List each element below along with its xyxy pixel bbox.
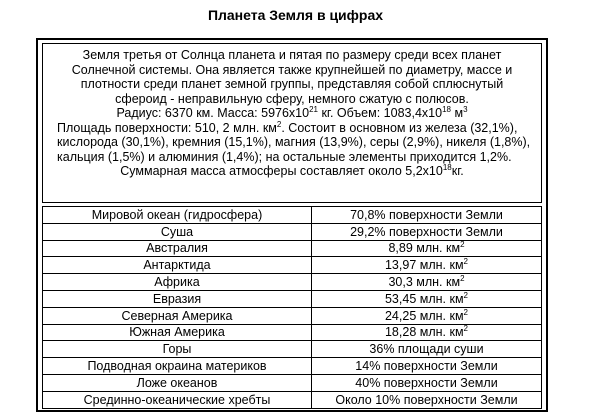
page-title: Планета Земля в цифрах xyxy=(207,7,384,23)
row-name: Австралия xyxy=(43,240,312,257)
row-name: Подводная окраина материков xyxy=(43,358,312,375)
row-value: 30,3 млн. $км^2$ xyxy=(312,274,542,291)
area-text: Площадь поверхности: 510, 2 млн. км xyxy=(57,120,277,135)
table-row xyxy=(43,307,542,324)
table-row xyxy=(43,274,542,291)
table-row xyxy=(43,391,542,408)
row-name: Ложе океанов xyxy=(43,374,312,391)
row-value: 36% площади суши xyxy=(312,341,542,358)
table-row xyxy=(43,240,542,257)
row-name: Горы xyxy=(43,341,312,358)
volume-exponent: 18 xyxy=(442,104,451,114)
table-row xyxy=(43,207,542,224)
row-value: 14% поверхности Земли xyxy=(312,358,542,375)
row-name: Срединно-океанические хребты xyxy=(43,391,312,408)
row-name: Африка xyxy=(43,274,312,291)
row-value: 8,89 млн. $км^2$ xyxy=(312,240,542,257)
row-value: Около 10% поверхности Земли xyxy=(312,391,542,408)
table-row xyxy=(43,374,542,391)
intro-text-box xyxy=(42,43,542,203)
composition-line: кальция (1,5%) и алюминия (1,4%); на остальные элементы приходится 1,2%. xyxy=(57,149,512,164)
area-exponent: 2 xyxy=(276,119,282,129)
intro-line: плотности среди планет земной группы, представляя собой сплюснутый xyxy=(80,77,504,91)
intro-line: Солнечной системы. Она является также крупнейшей по диаметру, массе и xyxy=(71,62,513,77)
row-value: 18,28 млн. $км^2$ xyxy=(312,324,542,341)
row-name: Северная Америка xyxy=(43,307,312,324)
intro-line: Земля третья от Солнца планета и пятая по размеру среди всех планет xyxy=(82,48,502,62)
area-line xyxy=(57,121,527,136)
row-value: 24,25 млн. $км^2$ xyxy=(312,307,542,324)
facts-table xyxy=(42,206,542,409)
radius-mass-text: Радиус: 6370 км. Масса: 5976x10 xyxy=(116,106,310,120)
atmosphere-unit: кг. xyxy=(451,164,464,178)
table-row xyxy=(43,324,542,341)
row-value: 29,2% поверхности Земли xyxy=(312,223,542,240)
row-name: Суша xyxy=(43,223,312,240)
params-line xyxy=(57,106,527,121)
row-name: Южная Америка xyxy=(43,324,312,341)
row-name: Антарктида xyxy=(43,257,312,274)
volume-text: кг. Объем: 1083,4x10 xyxy=(317,106,443,120)
row-value: 40% поверхности Земли xyxy=(312,374,542,391)
composition-start-text: . Состоит в основном из железа (32,1%), xyxy=(281,120,518,135)
volume-unit-exponent: 3 xyxy=(463,104,468,114)
atmosphere-line xyxy=(57,164,527,179)
row-name: Мировой океан (гидросфера) xyxy=(43,207,312,224)
row-value: 70,8% поверхности Земли xyxy=(312,207,542,224)
table-row xyxy=(43,257,542,274)
table-row xyxy=(43,290,542,307)
row-value: 13,97 млн. $км^2$ xyxy=(312,257,542,274)
table-row xyxy=(43,223,542,240)
composition-line: кислорода (30,1%), кремния (15,1%), магния (13,9%), серы (2,9%), никеля (1,8%), xyxy=(57,135,531,149)
atmosphere-text: Суммарная масса атмосферы составляет около 5,2x10 xyxy=(120,164,443,178)
intro-line: сфероид - неправильную сферу, немного сжатую с полюсов. xyxy=(115,91,469,106)
table-row xyxy=(43,358,542,375)
atmosphere-exponent: 18 xyxy=(442,162,452,172)
table-row xyxy=(43,341,542,358)
row-name: Евразия xyxy=(43,290,312,307)
mass-exponent: 21 xyxy=(309,104,318,114)
row-value: 53,45 млн. $км^2$ xyxy=(312,290,542,307)
volume-unit: м xyxy=(450,106,464,120)
